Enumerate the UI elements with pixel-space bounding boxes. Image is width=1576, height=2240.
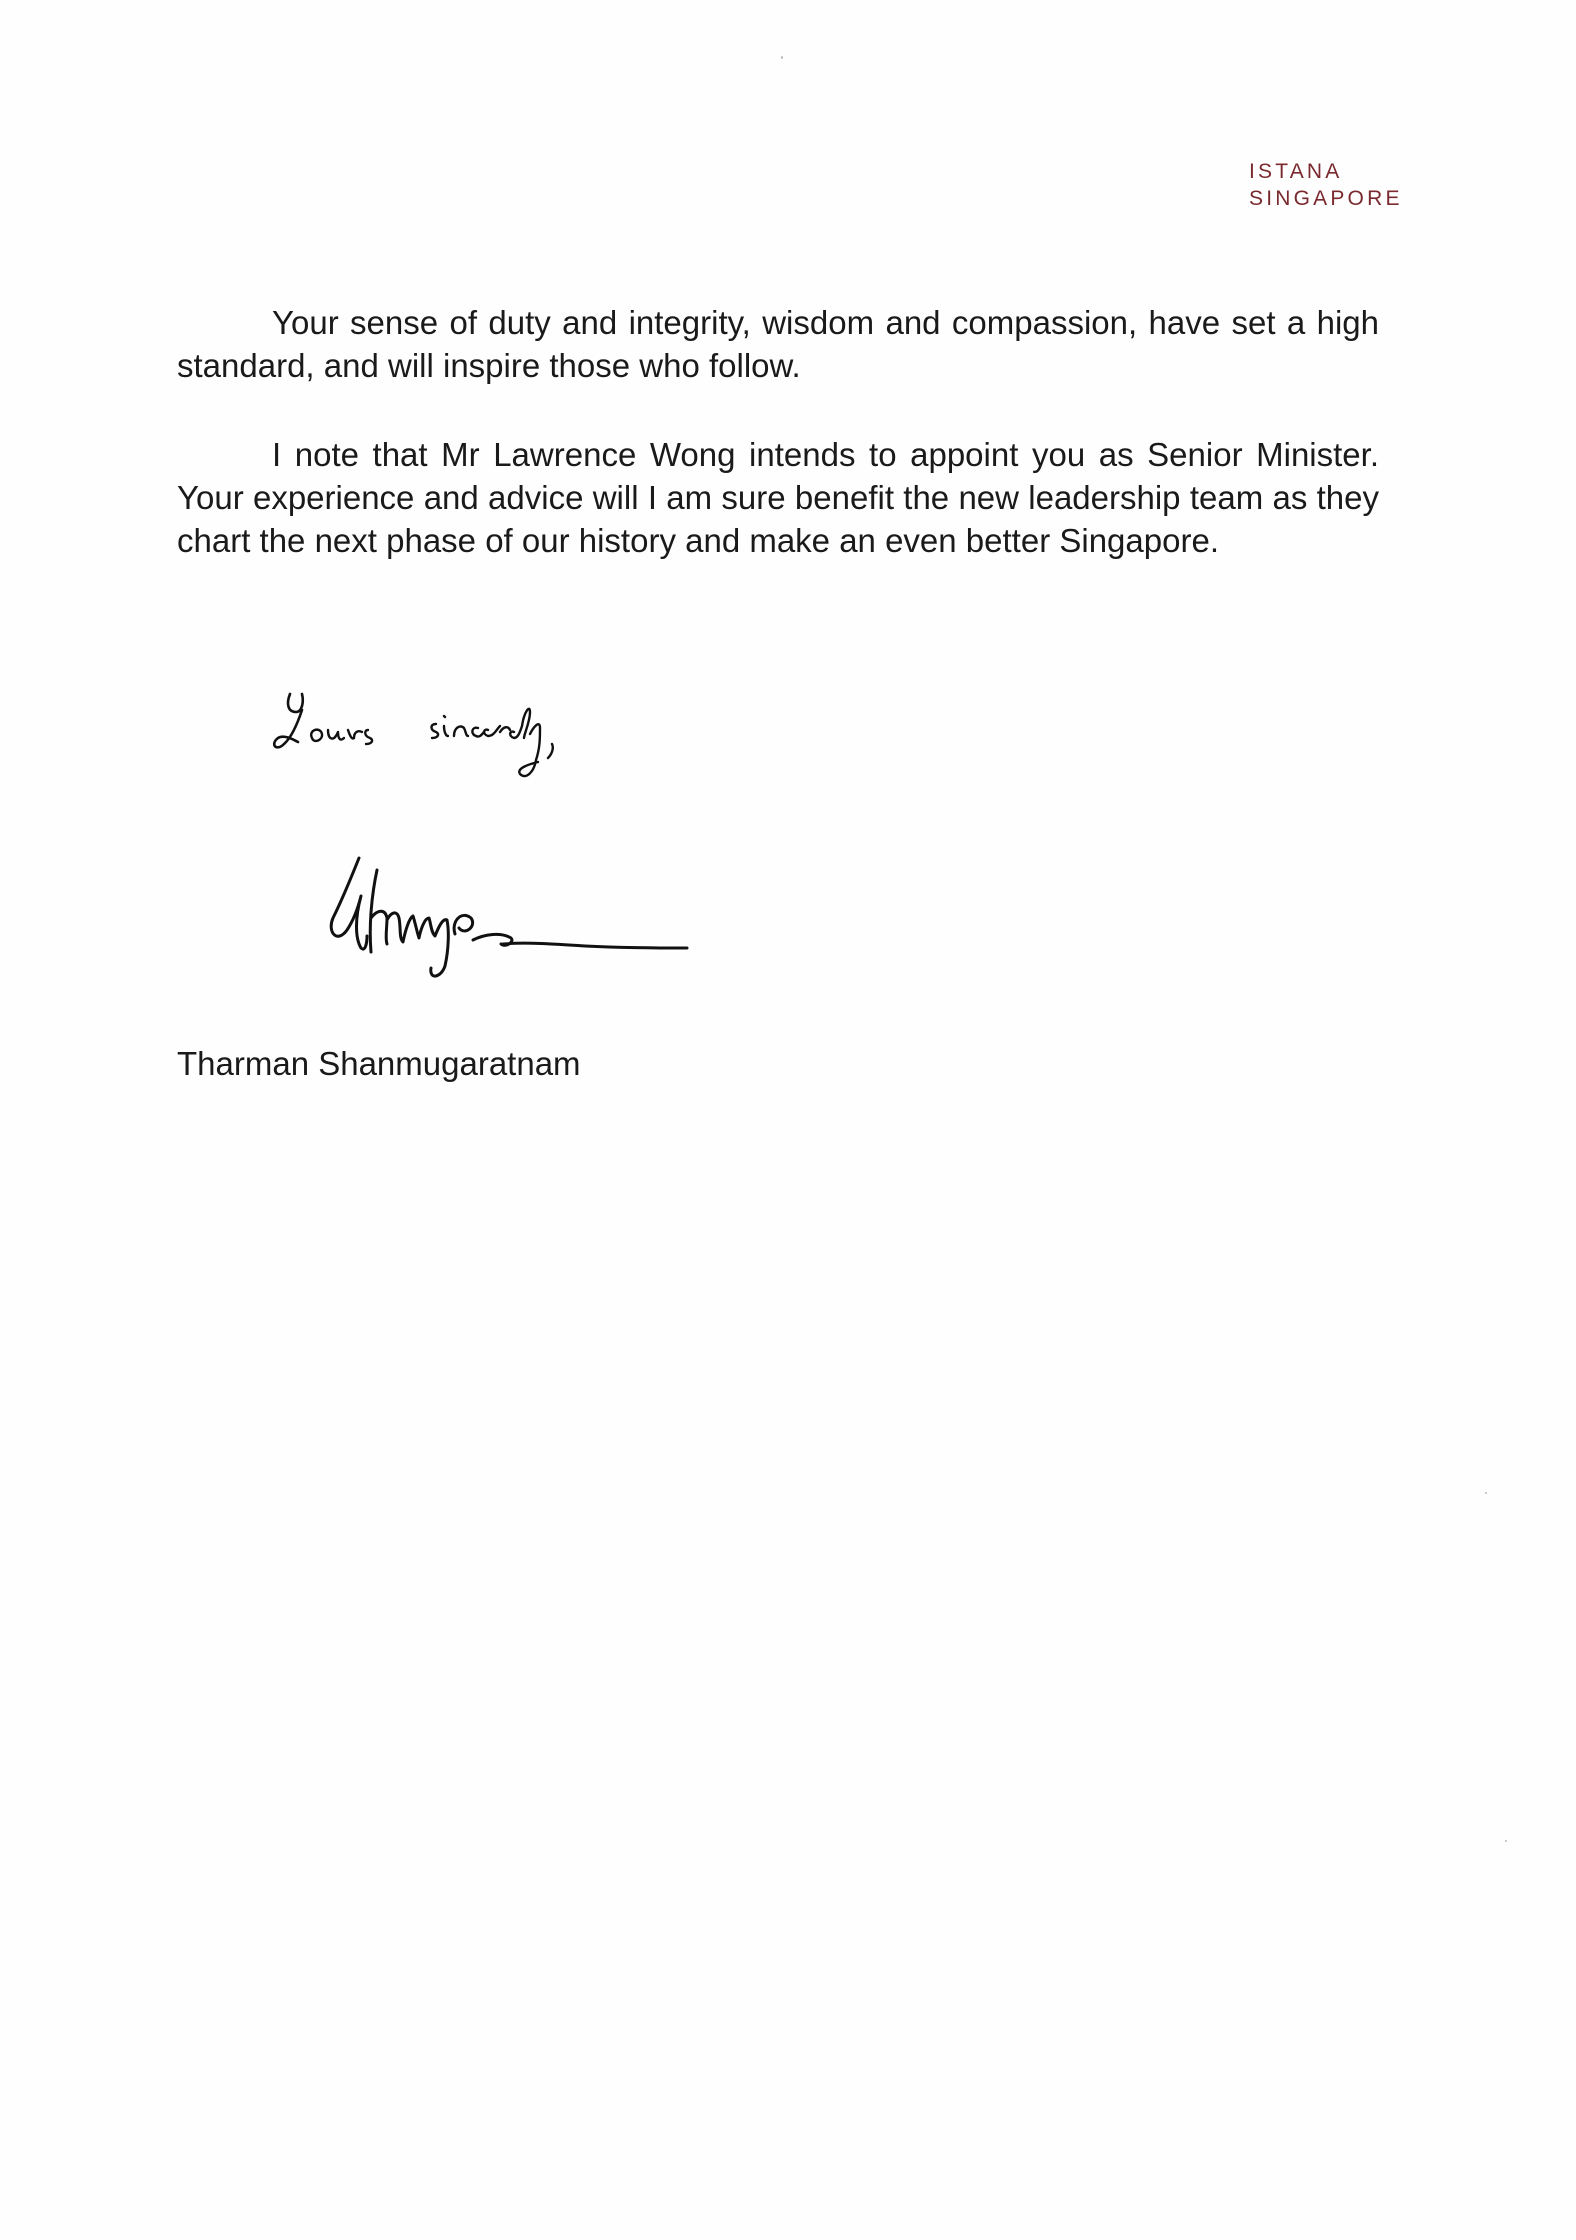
scan-speck [1505, 1840, 1507, 1842]
closing-handwritten-icon [268, 682, 628, 812]
body-paragraph-1: Your sense of duty and integrity, wisdom and compassion, have set a high standard, and will inspire those who follow. [177, 304, 1379, 384]
letterhead [1249, 158, 1403, 212]
handwritten-signature-icon [325, 848, 705, 1008]
letterhead-line-1: ISTANA [1249, 160, 1343, 183]
letterhead-line-2: SINGAPORE [1249, 187, 1403, 210]
signer-name: Tharman Shanmugaratnam [177, 1045, 581, 1082]
scan-speck [1485, 1492, 1487, 1494]
scan-speck [781, 56, 783, 59]
body-paragraph-2: I note that Mr Lawrence Wong intends to appoint you as Senior Minister. Your experience and advice will I am sure benefit the new leadership team as they chart the next phase of our history and make an even better Singapore. [177, 436, 1379, 559]
